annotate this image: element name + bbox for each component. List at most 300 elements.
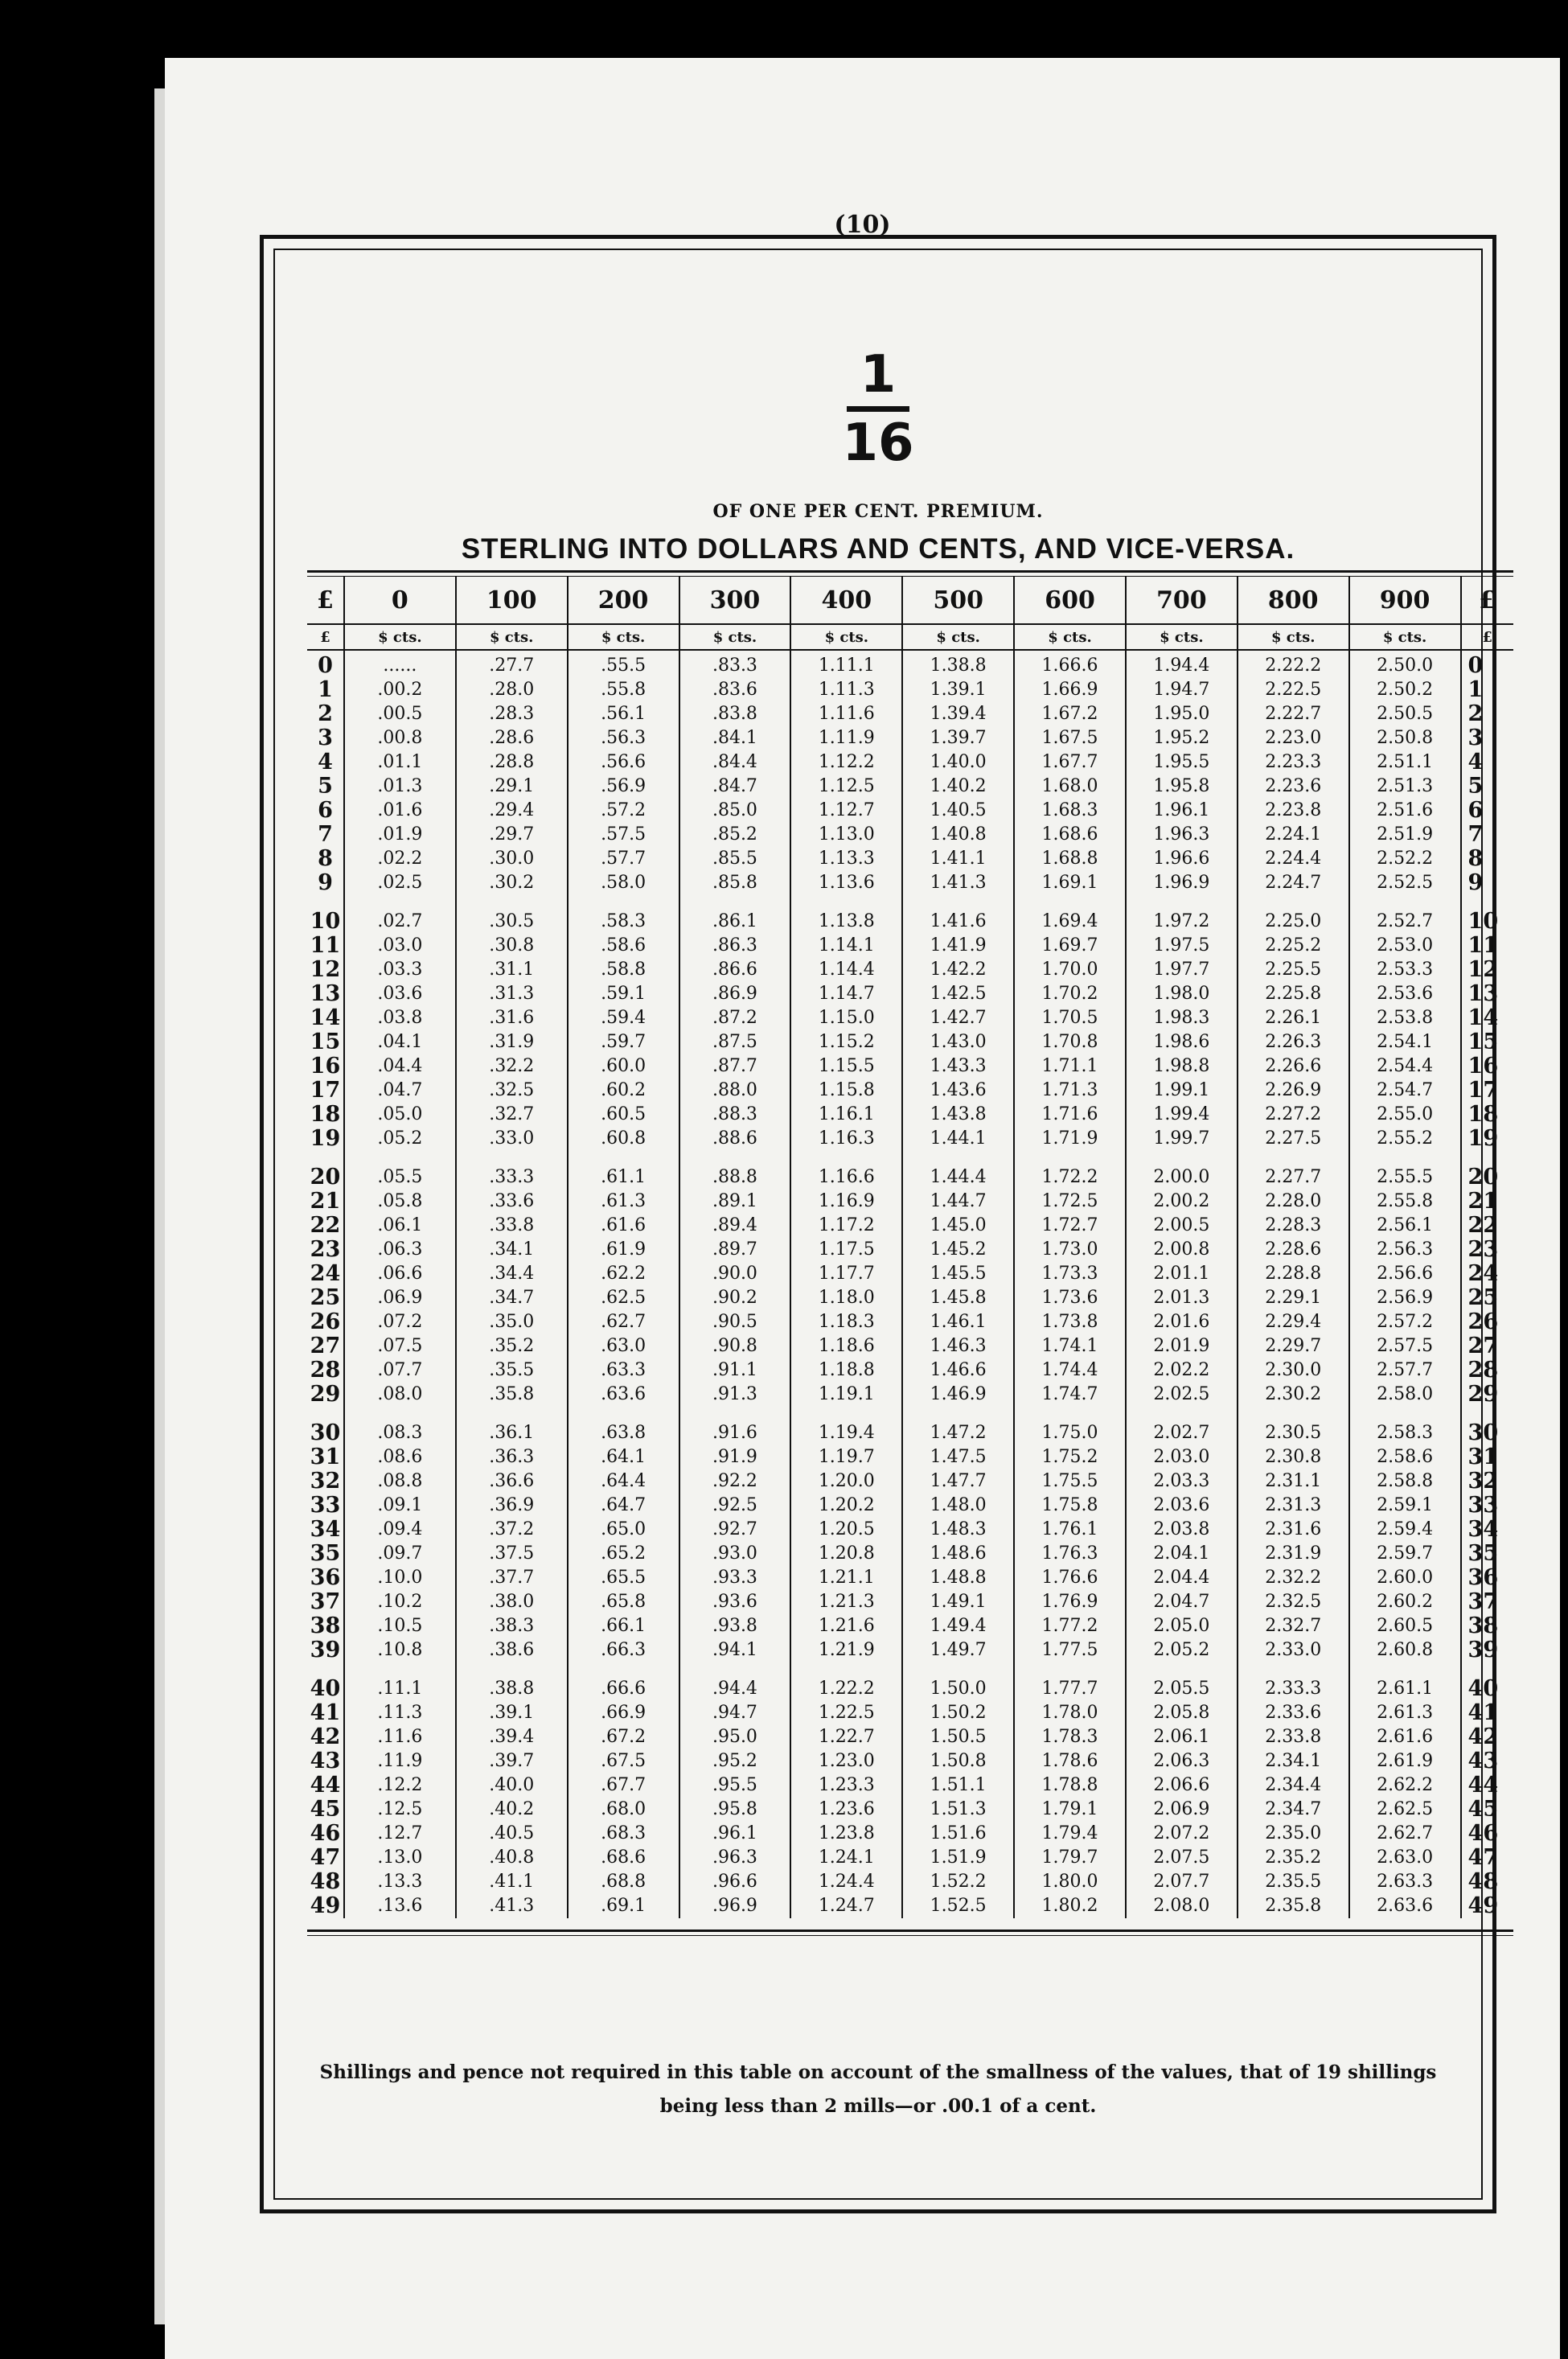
pound-label-right: 26 xyxy=(1467,1309,1499,1334)
value-cell: 2.55.2 xyxy=(1349,1127,1461,1151)
value-cell: 1.74.1 xyxy=(1014,1334,1126,1358)
value-cell: 1.75.0 xyxy=(1014,1407,1126,1445)
value-cell: 1.15.2 xyxy=(790,1030,902,1054)
table-subtitle: STERLING INTO DOLLARS AND CENTS, AND VICE-VERSA. xyxy=(461,533,1295,565)
unit-pound-left: £ xyxy=(307,624,344,650)
value-cell: .30.5 xyxy=(456,895,568,934)
value-cell: 1.16.1 xyxy=(790,1103,902,1127)
value-cell: .95.8 xyxy=(679,1798,791,1822)
value-cell: 1.13.0 xyxy=(790,823,902,847)
value-cell: 2.50.8 xyxy=(1349,726,1461,750)
value-cell: 1.22.2 xyxy=(790,1662,902,1701)
value-cell: 2.34.7 xyxy=(1238,1798,1349,1822)
column-header: 600 xyxy=(1014,577,1126,624)
value-cell: 2.63.3 xyxy=(1349,1870,1461,1894)
value-cell: 1.98.3 xyxy=(1126,1006,1238,1030)
value-cell: .01.6 xyxy=(344,799,456,823)
value-cell: 2.31.1 xyxy=(1238,1469,1349,1494)
value-cell: .38.3 xyxy=(456,1614,568,1638)
pound-label-left: 26 xyxy=(307,1310,344,1334)
value-cell: 2.54.4 xyxy=(1349,1054,1461,1079)
value-cell: .40.8 xyxy=(456,1846,568,1870)
value-cell: 1.79.1 xyxy=(1014,1798,1126,1822)
value-cell: 1.43.6 xyxy=(902,1079,1014,1103)
value-cell: 2.23.3 xyxy=(1238,750,1349,775)
value-cell: 1.47.5 xyxy=(902,1445,1014,1469)
value-cell: .86.1 xyxy=(679,895,791,934)
pound-label-right: 22 xyxy=(1467,1213,1499,1238)
value-cell: .90.0 xyxy=(679,1262,791,1286)
value-cell: .31.3 xyxy=(456,982,568,1006)
table-row xyxy=(307,1127,1513,1151)
value-cell: 2.00.0 xyxy=(1126,1151,1238,1190)
unit-label: $ cts. xyxy=(456,624,568,650)
value-cell: 2.26.6 xyxy=(1238,1054,1349,1079)
pound-label-left: 36 xyxy=(307,1566,344,1590)
value-cell: .94.7 xyxy=(679,1701,791,1725)
value-cell: 1.76.6 xyxy=(1014,1566,1126,1590)
pound-label-right: 16 xyxy=(1467,1054,1499,1079)
table-row xyxy=(307,1334,1513,1358)
unit-label: $ cts. xyxy=(679,624,791,650)
value-cell: 1.48.0 xyxy=(902,1494,1014,1518)
value-cell: .37.7 xyxy=(456,1566,568,1590)
pound-label-right: 36 xyxy=(1467,1565,1499,1590)
value-cell: .00.2 xyxy=(344,678,456,702)
footnote xyxy=(307,2056,1449,2123)
value-cell: 2.50.2 xyxy=(1349,678,1461,702)
value-cell: .87.2 xyxy=(679,1006,791,1030)
value-cell: 2.32.7 xyxy=(1238,1614,1349,1638)
table-row xyxy=(307,1151,1513,1190)
pound-label-right: 49 xyxy=(1467,1893,1499,1918)
value-cell: .58.3 xyxy=(568,895,679,934)
pound-label-right: 41 xyxy=(1467,1700,1499,1725)
table-row xyxy=(307,1590,1513,1614)
value-cell: .28.8 xyxy=(456,750,568,775)
pound-label-left: 38 xyxy=(307,1614,344,1638)
value-cell: .30.0 xyxy=(456,847,568,871)
value-cell: .40.2 xyxy=(456,1798,568,1822)
value-cell: 1.12.5 xyxy=(790,775,902,799)
value-cell: 2.05.2 xyxy=(1126,1638,1238,1662)
table-row xyxy=(307,1701,1513,1725)
unit-pound-right: £ xyxy=(1461,624,1513,650)
value-cell: 1.24.4 xyxy=(790,1870,902,1894)
pound-label-left: 34 xyxy=(307,1518,344,1542)
value-cell: 2.35.2 xyxy=(1238,1846,1349,1870)
value-cell: .33.3 xyxy=(456,1151,568,1190)
value-cell: 1.41.1 xyxy=(902,847,1014,871)
value-cell: 2.06.3 xyxy=(1126,1749,1238,1773)
footnote-line-2: being less than 2 mills—or .00.1 of a cent. xyxy=(659,2095,1097,2117)
value-cell: 2.25.8 xyxy=(1238,982,1349,1006)
value-cell: 2.58.8 xyxy=(1349,1469,1461,1494)
value-cell: 1.43.0 xyxy=(902,1030,1014,1054)
value-cell: 2.60.2 xyxy=(1349,1590,1461,1614)
value-cell: .11.1 xyxy=(344,1662,456,1701)
value-cell: 1.76.3 xyxy=(1014,1542,1126,1566)
value-cell: 1.11.3 xyxy=(790,678,902,702)
value-cell: .34.1 xyxy=(456,1238,568,1262)
pound-label-right: 15 xyxy=(1467,1029,1499,1054)
table-row xyxy=(307,1238,1513,1262)
value-cell: 1.96.3 xyxy=(1126,823,1238,847)
value-cell: .63.3 xyxy=(568,1358,679,1383)
table-row xyxy=(307,847,1513,871)
table-row xyxy=(307,1383,1513,1407)
row-group xyxy=(307,1407,1513,1662)
pound-label-left: 2 xyxy=(307,702,344,726)
unit-label: $ cts. xyxy=(1126,624,1238,650)
value-cell: 1.51.1 xyxy=(902,1773,1014,1798)
value-cell: 1.71.1 xyxy=(1014,1054,1126,1079)
value-cell: 1.99.4 xyxy=(1126,1103,1238,1127)
value-cell: 2.27.7 xyxy=(1238,1151,1349,1190)
value-cell: 1.77.5 xyxy=(1014,1638,1126,1662)
value-cell: 1.47.2 xyxy=(902,1407,1014,1445)
table-row xyxy=(307,1566,1513,1590)
pound-label-right: 29 xyxy=(1467,1382,1499,1407)
value-cell: 2.63.0 xyxy=(1349,1846,1461,1870)
value-cell: .38.6 xyxy=(456,1638,568,1662)
value-cell: 1.38.8 xyxy=(902,650,1014,678)
value-cell: .60.5 xyxy=(568,1103,679,1127)
pound-label-left: 7 xyxy=(307,823,344,847)
value-cell: .35.2 xyxy=(456,1334,568,1358)
value-cell: 1.67.7 xyxy=(1014,750,1126,775)
value-cell: .86.3 xyxy=(679,934,791,958)
value-cell: 2.54.7 xyxy=(1349,1079,1461,1103)
value-cell: 1.78.6 xyxy=(1014,1749,1126,1773)
value-cell: 1.72.7 xyxy=(1014,1214,1126,1238)
value-cell: 2.05.5 xyxy=(1126,1662,1238,1701)
value-cell: .12.2 xyxy=(344,1773,456,1798)
value-cell: .60.8 xyxy=(568,1127,679,1151)
value-cell: .88.8 xyxy=(679,1151,791,1190)
value-cell: 1.52.5 xyxy=(902,1894,1014,1918)
pound-label-right: 8 xyxy=(1467,846,1484,871)
value-cell: .05.2 xyxy=(344,1127,456,1151)
value-cell: 2.06.1 xyxy=(1126,1725,1238,1749)
value-cell: 2.23.6 xyxy=(1238,775,1349,799)
value-cell: .28.0 xyxy=(456,678,568,702)
value-cell: 1.16.9 xyxy=(790,1190,902,1214)
column-header: 400 xyxy=(790,577,902,624)
value-cell: .31.1 xyxy=(456,958,568,982)
value-cell: 2.55.8 xyxy=(1349,1190,1461,1214)
pound-label-left: 28 xyxy=(307,1358,344,1383)
fraction-numerator: 1 xyxy=(860,345,897,405)
value-cell: .59.1 xyxy=(568,982,679,1006)
value-cell: .67.7 xyxy=(568,1773,679,1798)
value-cell: .30.8 xyxy=(456,934,568,958)
value-cell: .63.8 xyxy=(568,1407,679,1445)
value-cell: .35.0 xyxy=(456,1310,568,1334)
table-row xyxy=(307,702,1513,726)
value-cell: .94.1 xyxy=(679,1638,791,1662)
value-cell: 2.03.6 xyxy=(1126,1494,1238,1518)
pound-label-left: 39 xyxy=(307,1638,344,1662)
pound-label-right: 31 xyxy=(1467,1445,1499,1469)
value-cell: .41.3 xyxy=(456,1894,568,1918)
value-cell: 1.46.3 xyxy=(902,1334,1014,1358)
pound-label-right: 24 xyxy=(1467,1261,1499,1286)
pound-label-left: 44 xyxy=(307,1773,344,1798)
value-cell: .64.7 xyxy=(568,1494,679,1518)
table-row xyxy=(307,1286,1513,1310)
value-cell: .10.0 xyxy=(344,1566,456,1590)
value-cell: 1.45.0 xyxy=(902,1214,1014,1238)
conversion-table-wrap xyxy=(307,570,1513,1936)
value-cell: 2.02.2 xyxy=(1126,1358,1238,1383)
pound-label-right: 0 xyxy=(1467,653,1484,678)
bottom-rule xyxy=(307,1930,1513,1932)
value-cell: 1.23.8 xyxy=(790,1822,902,1846)
value-cell: .09.4 xyxy=(344,1518,456,1542)
value-cell: 2.59.4 xyxy=(1349,1518,1461,1542)
value-cell: 1.13.8 xyxy=(790,895,902,934)
value-cell: .63.0 xyxy=(568,1334,679,1358)
value-cell: 2.35.0 xyxy=(1238,1822,1349,1846)
value-cell: 2.28.3 xyxy=(1238,1214,1349,1238)
value-cell: 2.51.3 xyxy=(1349,775,1461,799)
value-cell: .10.2 xyxy=(344,1590,456,1614)
value-cell: .83.3 xyxy=(679,650,791,678)
value-cell: .28.6 xyxy=(456,726,568,750)
value-cell: 2.60.5 xyxy=(1349,1614,1461,1638)
value-cell: 1.52.2 xyxy=(902,1870,1014,1894)
value-cell: 1.16.3 xyxy=(790,1127,902,1151)
table-row xyxy=(307,1725,1513,1749)
value-cell: .84.1 xyxy=(679,726,791,750)
value-cell: 1.20.2 xyxy=(790,1494,902,1518)
value-cell: .34.7 xyxy=(456,1286,568,1310)
pound-label-right: 30 xyxy=(1467,1420,1499,1445)
value-cell: 2.61.3 xyxy=(1349,1701,1461,1725)
value-cell: 1.21.9 xyxy=(790,1638,902,1662)
value-cell: .84.4 xyxy=(679,750,791,775)
value-cell: 1.76.1 xyxy=(1014,1518,1126,1542)
value-cell: 1.50.8 xyxy=(902,1749,1014,1773)
pound-label-right: 19 xyxy=(1467,1126,1499,1151)
value-cell: 1.11.9 xyxy=(790,726,902,750)
value-cell: .86.9 xyxy=(679,982,791,1006)
value-cell: .60.2 xyxy=(568,1079,679,1103)
value-cell: 2.57.7 xyxy=(1349,1358,1461,1383)
value-cell: 2.60.0 xyxy=(1349,1566,1461,1590)
value-cell: 1.79.4 xyxy=(1014,1822,1126,1846)
value-cell: 2.51.1 xyxy=(1349,750,1461,775)
table-row xyxy=(307,1518,1513,1542)
value-cell: .91.6 xyxy=(679,1407,791,1445)
value-cell: 2.24.4 xyxy=(1238,847,1349,871)
value-cell: 2.07.7 xyxy=(1126,1870,1238,1894)
value-cell: 1.48.8 xyxy=(902,1566,1014,1590)
value-cell: 1.67.2 xyxy=(1014,702,1126,726)
value-cell: .03.3 xyxy=(344,958,456,982)
value-cell: 1.96.1 xyxy=(1126,799,1238,823)
value-cell: .59.7 xyxy=(568,1030,679,1054)
value-cell: 1.17.5 xyxy=(790,1238,902,1262)
value-cell: 2.32.5 xyxy=(1238,1590,1349,1614)
fraction-bar xyxy=(847,406,909,412)
value-cell: 1.16.6 xyxy=(790,1151,902,1190)
value-cell: 2.29.7 xyxy=(1238,1334,1349,1358)
value-cell: .34.4 xyxy=(456,1262,568,1286)
value-cell: 1.95.0 xyxy=(1126,702,1238,726)
pound-label-right: 17 xyxy=(1467,1078,1499,1103)
value-cell: 2.50.5 xyxy=(1349,702,1461,726)
value-cell: 2.25.5 xyxy=(1238,958,1349,982)
value-cell: .06.6 xyxy=(344,1262,456,1286)
value-cell: 1.22.7 xyxy=(790,1725,902,1749)
value-cell: 2.23.0 xyxy=(1238,726,1349,750)
table-row xyxy=(307,650,1513,678)
value-cell: .08.0 xyxy=(344,1383,456,1407)
value-cell: 2.61.9 xyxy=(1349,1749,1461,1773)
value-cell: 2.30.2 xyxy=(1238,1383,1349,1407)
value-cell: .30.2 xyxy=(456,871,568,895)
value-cell: 1.11.1 xyxy=(790,650,902,678)
value-cell: 2.22.7 xyxy=(1238,702,1349,726)
value-cell: .03.0 xyxy=(344,934,456,958)
value-cell: 1.48.6 xyxy=(902,1542,1014,1566)
value-cell: .63.6 xyxy=(568,1383,679,1407)
value-cell: 1.15.0 xyxy=(790,1006,902,1030)
value-cell: 2.31.9 xyxy=(1238,1542,1349,1566)
top-rule xyxy=(307,570,1513,573)
value-cell: .68.0 xyxy=(568,1798,679,1822)
column-header: 500 xyxy=(902,577,1014,624)
value-cell: 2.51.6 xyxy=(1349,799,1461,823)
value-cell: 1.70.8 xyxy=(1014,1030,1126,1054)
value-cell: 2.35.5 xyxy=(1238,1870,1349,1894)
value-cell: .65.2 xyxy=(568,1542,679,1566)
value-cell: 1.77.7 xyxy=(1014,1662,1126,1701)
value-cell: 1.75.5 xyxy=(1014,1469,1126,1494)
value-cell: .88.3 xyxy=(679,1103,791,1127)
value-cell: 1.18.0 xyxy=(790,1286,902,1310)
value-cell: 2.31.3 xyxy=(1238,1494,1349,1518)
value-cell: .40.0 xyxy=(456,1773,568,1798)
pound-label-right: 45 xyxy=(1467,1797,1499,1822)
value-cell: 2.56.6 xyxy=(1349,1262,1461,1286)
value-cell: 1.19.7 xyxy=(790,1445,902,1469)
value-cell: 1.69.1 xyxy=(1014,871,1126,895)
value-cell: .55.8 xyxy=(568,678,679,702)
value-cell: 2.29.4 xyxy=(1238,1310,1349,1334)
value-cell: 2.28.6 xyxy=(1238,1238,1349,1262)
value-cell: 1.18.6 xyxy=(790,1334,902,1358)
value-cell: 1.67.5 xyxy=(1014,726,1126,750)
value-cell: .06.9 xyxy=(344,1286,456,1310)
value-cell: 2.53.0 xyxy=(1349,934,1461,958)
value-cell: 1.75.2 xyxy=(1014,1445,1126,1469)
value-cell: .02.7 xyxy=(344,895,456,934)
fraction-heading xyxy=(275,347,1481,471)
value-cell: 1.98.6 xyxy=(1126,1030,1238,1054)
value-cell: 1.51.9 xyxy=(902,1846,1014,1870)
value-cell: 2.56.9 xyxy=(1349,1286,1461,1310)
value-cell: .29.1 xyxy=(456,775,568,799)
value-cell: .87.5 xyxy=(679,1030,791,1054)
value-cell: 1.42.5 xyxy=(902,982,1014,1006)
value-cell: 1.41.3 xyxy=(902,871,1014,895)
column-header: 100 xyxy=(456,577,568,624)
value-cell: 2.50.0 xyxy=(1349,650,1461,678)
premium-line: OF ONE PER CENT. PREMIUM. xyxy=(712,501,1044,522)
pound-label-right: 7 xyxy=(1467,822,1484,847)
table-row xyxy=(307,1190,1513,1214)
value-cell: .05.0 xyxy=(344,1103,456,1127)
value-cell: 1.95.2 xyxy=(1126,726,1238,750)
value-cell: 2.03.0 xyxy=(1126,1445,1238,1469)
value-cell: 1.99.1 xyxy=(1126,1079,1238,1103)
value-cell: 1.18.8 xyxy=(790,1358,902,1383)
pound-label-left: 21 xyxy=(307,1190,344,1214)
value-cell: 1.68.0 xyxy=(1014,775,1126,799)
value-cell: 1.99.7 xyxy=(1126,1127,1238,1151)
pound-label-left: 29 xyxy=(307,1383,344,1407)
value-cell: .96.1 xyxy=(679,1822,791,1846)
unit-label: $ cts. xyxy=(568,624,679,650)
value-cell: 2.59.7 xyxy=(1349,1542,1461,1566)
table-row xyxy=(307,1662,1513,1701)
value-cell: .96.9 xyxy=(679,1894,791,1918)
value-cell: 1.46.6 xyxy=(902,1358,1014,1383)
pound-label-right: 6 xyxy=(1467,798,1484,823)
value-cell: 2.07.5 xyxy=(1126,1846,1238,1870)
value-cell: 2.35.8 xyxy=(1238,1894,1349,1918)
pound-label-right: 28 xyxy=(1467,1358,1499,1383)
value-cell: .04.1 xyxy=(344,1030,456,1054)
pound-label-right: 20 xyxy=(1467,1165,1499,1190)
value-cell: .39.1 xyxy=(456,1701,568,1725)
value-cell: .66.9 xyxy=(568,1701,679,1725)
value-cell: .91.9 xyxy=(679,1445,791,1469)
value-cell: .29.7 xyxy=(456,823,568,847)
value-cell: .37.2 xyxy=(456,1518,568,1542)
pound-label-left: 35 xyxy=(307,1542,344,1566)
table-frame xyxy=(260,235,1499,2213)
value-cell: 1.12.7 xyxy=(790,799,902,823)
value-cell: 2.57.5 xyxy=(1349,1334,1461,1358)
value-cell: 2.03.8 xyxy=(1126,1518,1238,1542)
value-cell: 1.43.3 xyxy=(902,1054,1014,1079)
value-cell: 1.17.2 xyxy=(790,1214,902,1238)
value-cell: .95.2 xyxy=(679,1749,791,1773)
value-cell: 1.13.3 xyxy=(790,847,902,871)
value-cell: .88.0 xyxy=(679,1079,791,1103)
table-row xyxy=(307,982,1513,1006)
value-cell: .86.6 xyxy=(679,958,791,982)
value-cell: 2.33.3 xyxy=(1238,1662,1349,1701)
table-row xyxy=(307,1054,1513,1079)
value-cell: 1.23.0 xyxy=(790,1749,902,1773)
header-pound-left: £ xyxy=(307,577,344,624)
table-row xyxy=(307,1030,1513,1054)
value-cell: .87.7 xyxy=(679,1054,791,1079)
value-cell: .37.5 xyxy=(456,1542,568,1566)
value-cell: .94.4 xyxy=(679,1662,791,1701)
value-cell: 1.98.8 xyxy=(1126,1054,1238,1079)
value-cell: .90.5 xyxy=(679,1310,791,1334)
value-cell: 1.72.5 xyxy=(1014,1190,1126,1214)
value-cell: 1.80.0 xyxy=(1014,1870,1126,1894)
pound-label-right: 23 xyxy=(1467,1237,1499,1262)
pound-label-right: 10 xyxy=(1467,909,1499,934)
